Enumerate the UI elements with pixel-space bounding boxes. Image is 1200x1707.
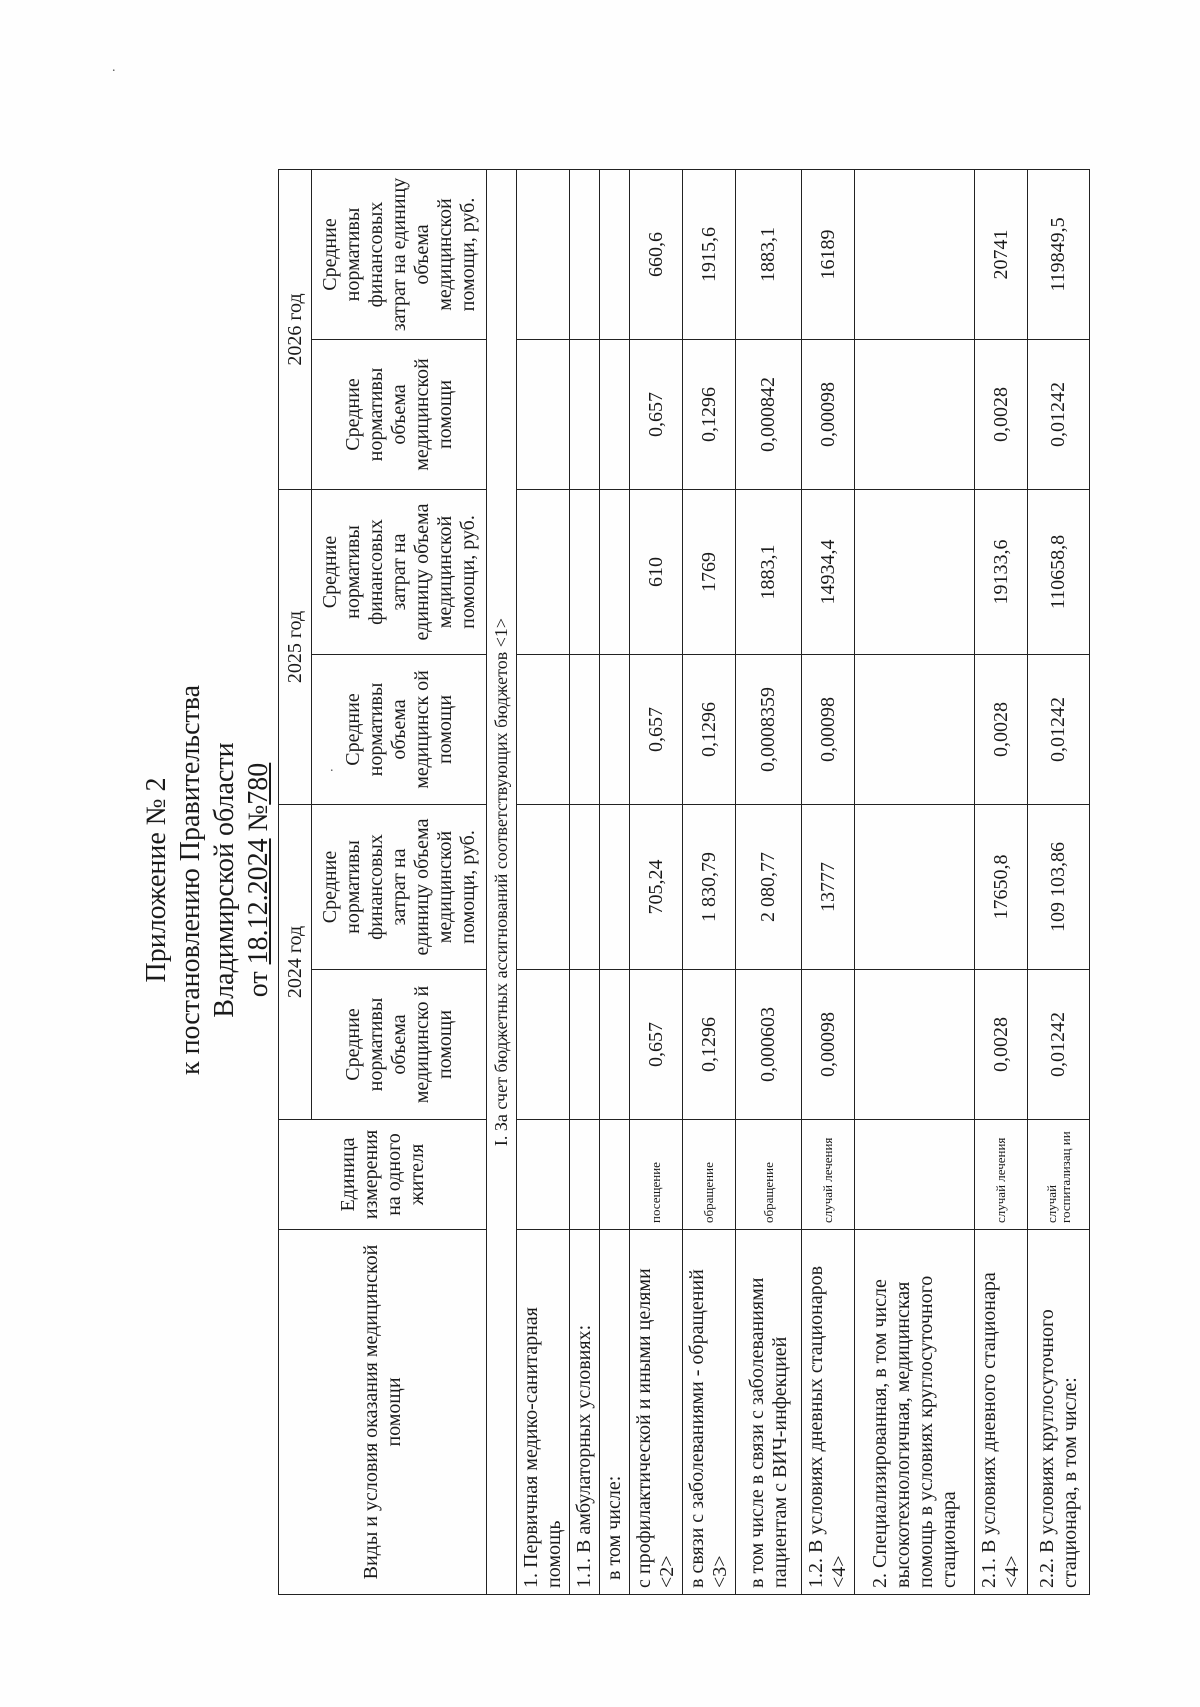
- col-cost-2025-header: Средние нормативы финансовых затрат на единицу объема медицинской помощи, руб.: [312, 490, 487, 655]
- cell-cost-2025: 1769: [683, 490, 736, 655]
- row-name: в связи с заболеваниями - обращений <3>: [683, 1230, 736, 1595]
- cell-cost-2026: [600, 170, 630, 340]
- row-name: в том числе:: [600, 1230, 630, 1595]
- col-vol-2026-header: Средние нормативы объема медицинской помощи: [312, 340, 487, 490]
- cell-vol-2024: 0,01242: [1028, 970, 1090, 1120]
- table-row: [570, 170, 600, 1595]
- row-unit: посещение: [630, 1120, 683, 1230]
- cell-cost-2024: [600, 805, 630, 970]
- year-2025-header: 2025 год: [279, 490, 312, 805]
- cell-vol-2025: [600, 655, 630, 805]
- cell-cost-2026: 119849,5: [1028, 170, 1090, 340]
- cell-vol-2025: 0,657: [630, 655, 683, 805]
- cell-cost-2024: [855, 805, 975, 970]
- table-row: [630, 170, 683, 1595]
- cell-cost-2025: 19133,6: [975, 490, 1028, 655]
- cell-vol-2024: 0,657: [630, 970, 683, 1120]
- cell-cost-2026: [855, 170, 975, 340]
- decree-date: 18.12.2024: [243, 838, 274, 965]
- cell-cost-2024: 109 103,86: [1028, 805, 1090, 970]
- cell-vol-2024: 0,000603: [736, 970, 802, 1120]
- cell-vol-2024: [517, 970, 570, 1120]
- cell-cost-2025: 110658,8: [1028, 490, 1090, 655]
- row-name: 1.2. В условиях дневных стационаров <4>: [802, 1230, 855, 1595]
- col-cost-2026-header: Средние нормативы финансовых затрат на единицу объема медицинской помощи, руб.: [312, 170, 487, 340]
- table-row: [802, 170, 855, 1595]
- cell-vol-2026: [570, 340, 600, 490]
- row-name: 2.2. В условиях круглосуточного стационара, в том числе:: [1028, 1230, 1090, 1595]
- row-unit: [517, 1120, 570, 1230]
- row-unit: обращение: [736, 1120, 802, 1230]
- row-name: 1. Первичная медико-санитарная помощь: [517, 1230, 570, 1595]
- table-row: [736, 170, 802, 1595]
- cell-cost-2026: 20741: [975, 170, 1028, 340]
- year-2026-header: 2026 год: [279, 170, 312, 490]
- section-title: I. За счет бюджетных ассигнований соответствующих бюджетов <1>: [487, 170, 517, 1595]
- cell-cost-2025: 1883,1: [736, 490, 802, 655]
- cell-vol-2025: 0,00098: [802, 655, 855, 805]
- row-unit: [855, 1120, 975, 1230]
- cell-vol-2026: [517, 340, 570, 490]
- cell-vol-2026: [600, 340, 630, 490]
- cell-vol-2025: [517, 655, 570, 805]
- table-row: [975, 170, 1028, 1595]
- col-vol-2024-header: Средние нормативы объема медицинско й помощи: [312, 970, 487, 1120]
- table-row: [683, 170, 736, 1595]
- appendix-title: Приложение № 2: [141, 777, 172, 983]
- cell-cost-2025: [517, 490, 570, 655]
- cell-vol-2025: 0,0008359: [736, 655, 802, 805]
- row-unit: [570, 1120, 600, 1230]
- cell-vol-2024: [855, 970, 975, 1120]
- col-kind-header: Виды и условия оказания медицинской помощи: [279, 1230, 487, 1595]
- row-unit: обращение: [683, 1120, 736, 1230]
- cell-vol-2026: [855, 340, 975, 490]
- cell-cost-2025: [570, 490, 600, 655]
- decree-number: 780: [243, 762, 274, 805]
- cell-vol-2026: 0,000842: [736, 340, 802, 490]
- landscape-sheet: [50, 110, 1090, 1650]
- cell-vol-2026: 0,0028: [975, 340, 1028, 490]
- cell-vol-2024: 0,00098: [802, 970, 855, 1120]
- cell-vol-2025: 0,0028: [975, 655, 1028, 805]
- cell-cost-2025: 14934,4: [802, 490, 855, 655]
- appendix-date-line: от 18.12.2024 №780: [243, 762, 274, 998]
- document-header: [140, 290, 276, 1470]
- cell-vol-2025: 0,01242: [1028, 655, 1090, 805]
- table-row: [517, 170, 570, 1595]
- cell-cost-2026: [570, 170, 600, 340]
- table-row: [855, 170, 975, 1595]
- row-name: 1.1. В амбулаторных условиях:: [570, 1230, 600, 1595]
- cell-vol-2025: [855, 655, 975, 805]
- cell-vol-2026: 0,1296: [683, 340, 736, 490]
- row-name: 2.1. В условиях дневного стационара <4>: [975, 1230, 1028, 1595]
- appendix-region: Владимирской области: [209, 742, 240, 1018]
- cell-vol-2026: 0,00098: [802, 340, 855, 490]
- cell-cost-2024: 13777: [802, 805, 855, 970]
- cell-cost-2026: 660,6: [630, 170, 683, 340]
- row-unit: [600, 1120, 630, 1230]
- cell-cost-2026: 16189: [802, 170, 855, 340]
- cell-vol-2024: 0,1296: [683, 970, 736, 1120]
- cell-cost-2026: 1915,6: [683, 170, 736, 340]
- scan-mark: .: [112, 60, 116, 75]
- cell-vol-2024: [570, 970, 600, 1120]
- col-unit-header: Единица измерения на одного жителя: [279, 1120, 487, 1230]
- appendix-subtitle: к постановлению Правительства: [175, 684, 206, 1076]
- table-row: [1028, 170, 1090, 1595]
- cell-cost-2024: [517, 805, 570, 970]
- row-name: с профилактической и иными целями <2>: [630, 1230, 683, 1595]
- cell-vol-2024: 0,0028: [975, 970, 1028, 1120]
- cell-cost-2025: 610: [630, 490, 683, 655]
- table-row: [600, 170, 630, 1595]
- row-name: в том числе в связи с заболеваниями пациентам с ВИЧ-инфекцией: [736, 1230, 802, 1595]
- cell-vol-2026: 0,01242: [1028, 340, 1090, 490]
- norms-table: [278, 169, 1090, 1595]
- row-unit: случай лечения: [802, 1120, 855, 1230]
- cell-cost-2024: 2 080,77: [736, 805, 802, 970]
- cell-cost-2025: [600, 490, 630, 655]
- cell-cost-2024: [570, 805, 600, 970]
- row-unit: случай госпитализац ии: [1028, 1120, 1090, 1230]
- cell-cost-2026: 1883,1: [736, 170, 802, 340]
- cell-cost-2024: 1 830,79: [683, 805, 736, 970]
- cell-cost-2024: 705,24: [630, 805, 683, 970]
- cell-cost-2025: [855, 490, 975, 655]
- cell-cost-2026: [517, 170, 570, 340]
- cell-vol-2025: 0,1296: [683, 655, 736, 805]
- cell-vol-2024: [600, 970, 630, 1120]
- cell-vol-2026: 0,657: [630, 340, 683, 490]
- row-name: 2. Специализированная, в том числе высокотехнологичная, медицинская помощь в условиях круглосуточного стационара: [855, 1230, 975, 1595]
- scan-mark: .: [330, 760, 334, 775]
- year-2024-header: 2024 год: [279, 805, 312, 1120]
- row-unit: случай лечения: [975, 1120, 1028, 1230]
- cell-vol-2025: [570, 655, 600, 805]
- col-vol-2025-header: Средние нормативы объема медицинск ой помощи: [312, 655, 487, 805]
- cell-cost-2024: 17650,8: [975, 805, 1028, 970]
- col-cost-2024-header: Средние нормативы финансовых затрат на единицу объема медицинской помощи, руб.: [312, 805, 487, 970]
